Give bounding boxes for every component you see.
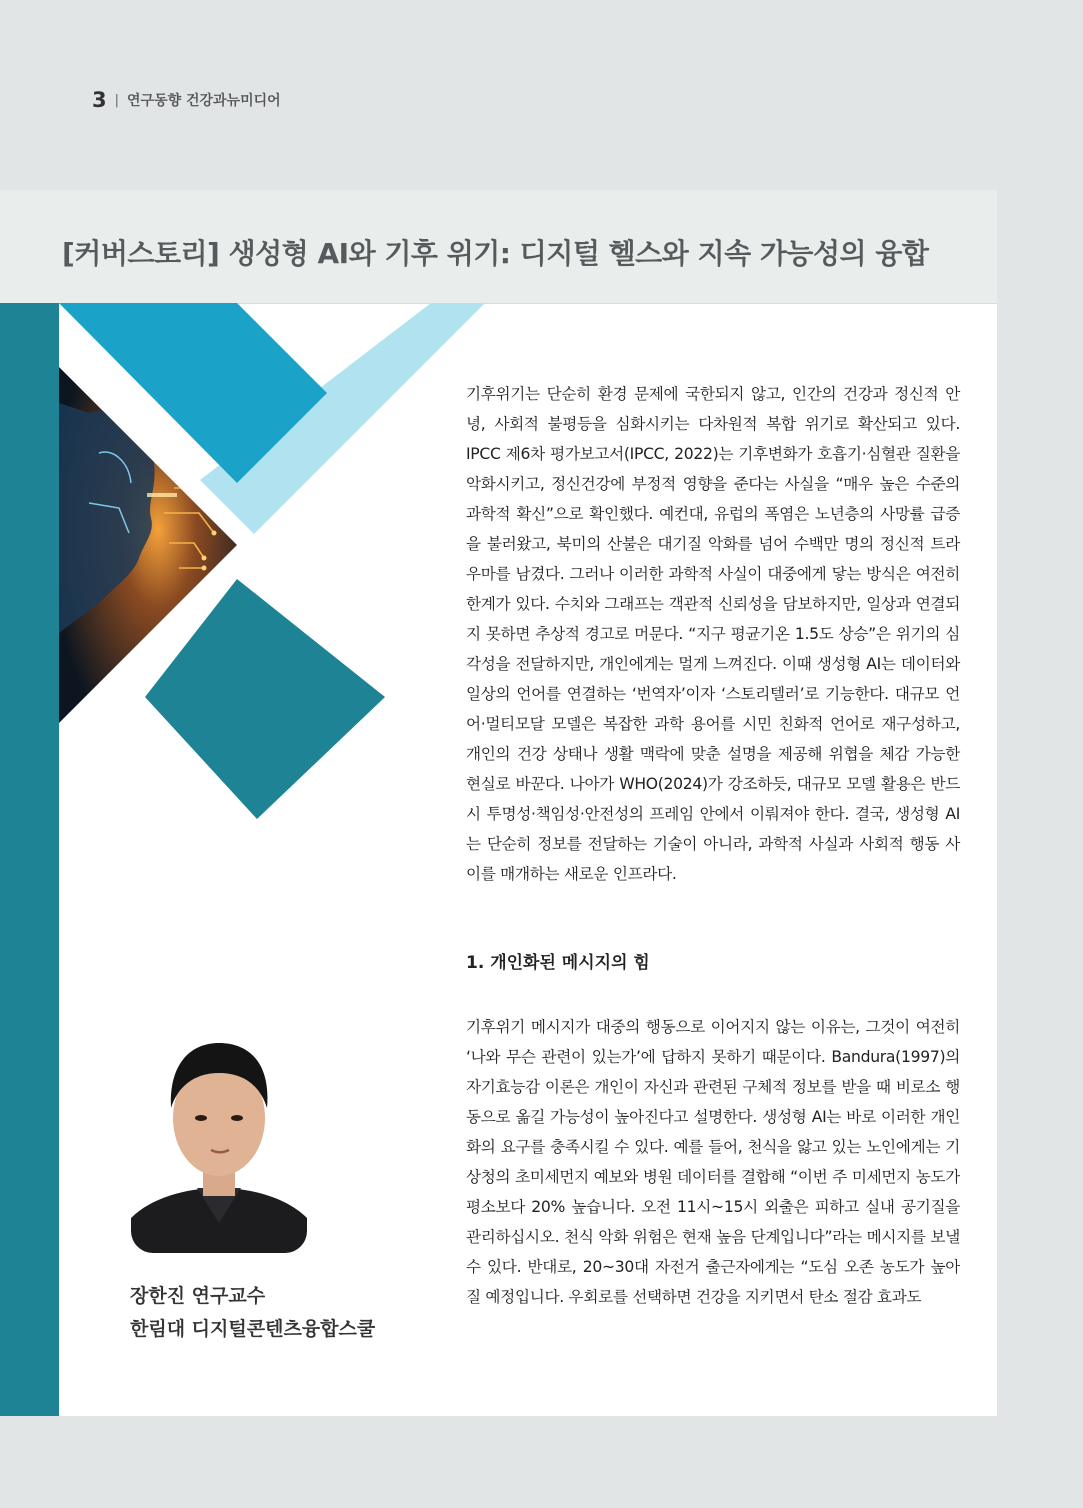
article-title: [커버스토리] 생성형 AI와 기후 위기: 디지털 헬스와 지속 가능성의 융합	[62, 237, 929, 270]
author-photo	[131, 1018, 307, 1253]
header-separator: |	[114, 92, 120, 108]
left-accent-bar	[0, 303, 59, 1416]
body-paragraph-2: 기후위기 메시지가 대중의 행동으로 이어지지 않는 이유는, 그것이 여전히 ‘나와 무슨 관련이 있는가’에 답하지 못하기 때문이다. Bandura(1997)의 자기효능감 이론은 개인이 자신과 관련된 구체적 정보를 받을 때 비로소 행동으로 옮길 가능성이 높아진다고 설명한다. 생성형 AI는 바로 이러한 개인화의 요구를 충족시킬 수 있다. 예를 들어, 천식을 앓고 있는 노인에게는 기상청의 초미세먼지 예보와 병원 데이터를 결합해 “이번 주 미세먼지 농도가 평소보다 20% 높습니다. 오전 11시~15시 외출은 피하고 실내 공기질을 관리하십시오. 천식 악화 위험은 현재 높음 단계입니다”라는 메시지를 보낼 수 있다. 반대로, 20~30대 자전거 출근자에게는 “도심 오존 농도가 높아질 예정입니다. 우회로를 선택하면 건강을 지키면서 탄소 절감 효과도	[466, 1018, 960, 1306]
title-band	[0, 190, 997, 304]
cover-illustration	[59, 303, 489, 823]
page-number: 3	[92, 88, 107, 112]
section-heading: 1. 개인화된 메시지의 힘	[466, 953, 650, 973]
body-paragraph-1: 기후위기는 단순히 환경 문제에 국한되지 않고, 인간의 건강과 정신적 안녕, 사회적 불평등을 심화시키는 다차원적 복합 위기로 확산되고 있다. IPCC 제6차 평가보고서(IPCC, 2022)는 기후변화가 호흡기·심혈관 질환을 악화시키고, 정신건강에 부정적 영향을 준다는 사실을 “매우 높은 수준의 과학적 확신”으로 확인했다. 예컨대, 유럽의 폭염은 노년층의 사망률 급증을 불러왔고, 북미의 산불은 대기질 악화를 넘어 수백만 명의 정신적 트라우마를 남겼다. 그러나 이러한 과학적 사실이 대중에게 닿는 방식은 여전히 한계가 있다. 수치와 그래프는 객관적 신뢰성을 담보하지만, 일상과 연결되지 못하면 추상적 경고로 머문다. “지구 평균기온 1.5도 상승”은 위기의 심각성을 전달하지만, 개인에게는 멀게 느껴진다. 이때 생성형 AI는 데이터와 일상의 언어를 연결하는 ‘번역자’이자 ‘스토리텔러’로 기능한다. 대규모 언어·멀티모달 모델은 복잡한 과학 용어를 시민 친화적 언어로 재구성하고, 개인의 건강 상태나 생활 맥락에 맞춘 설명을 제공해 위협을 체감 가능한 현실로 바꾼다. 나아가 WHO(2024)가 강조하듯, 대규모 모델 활용은 반드시 투명성·책임성·안전성의 프레임 안에서 이뤄져야 한다. 결국, 생성형 AI는 단순히 정보를 전달하는 기술이 아니라, 과학적 사실과 사회적 행동 사이를 매개하는 새로운 인프라다.	[466, 385, 960, 883]
page-sheet	[0, 190, 997, 1416]
author-affiliation: 한림대 디지털콘텐츠융합스쿨	[130, 1318, 376, 1340]
section-name: 연구동향 건강과뉴미디어	[127, 93, 281, 109]
running-head	[92, 88, 281, 112]
dark-teal-diamond	[145, 579, 385, 819]
author-name: 장한진 연구교수	[130, 1285, 266, 1307]
